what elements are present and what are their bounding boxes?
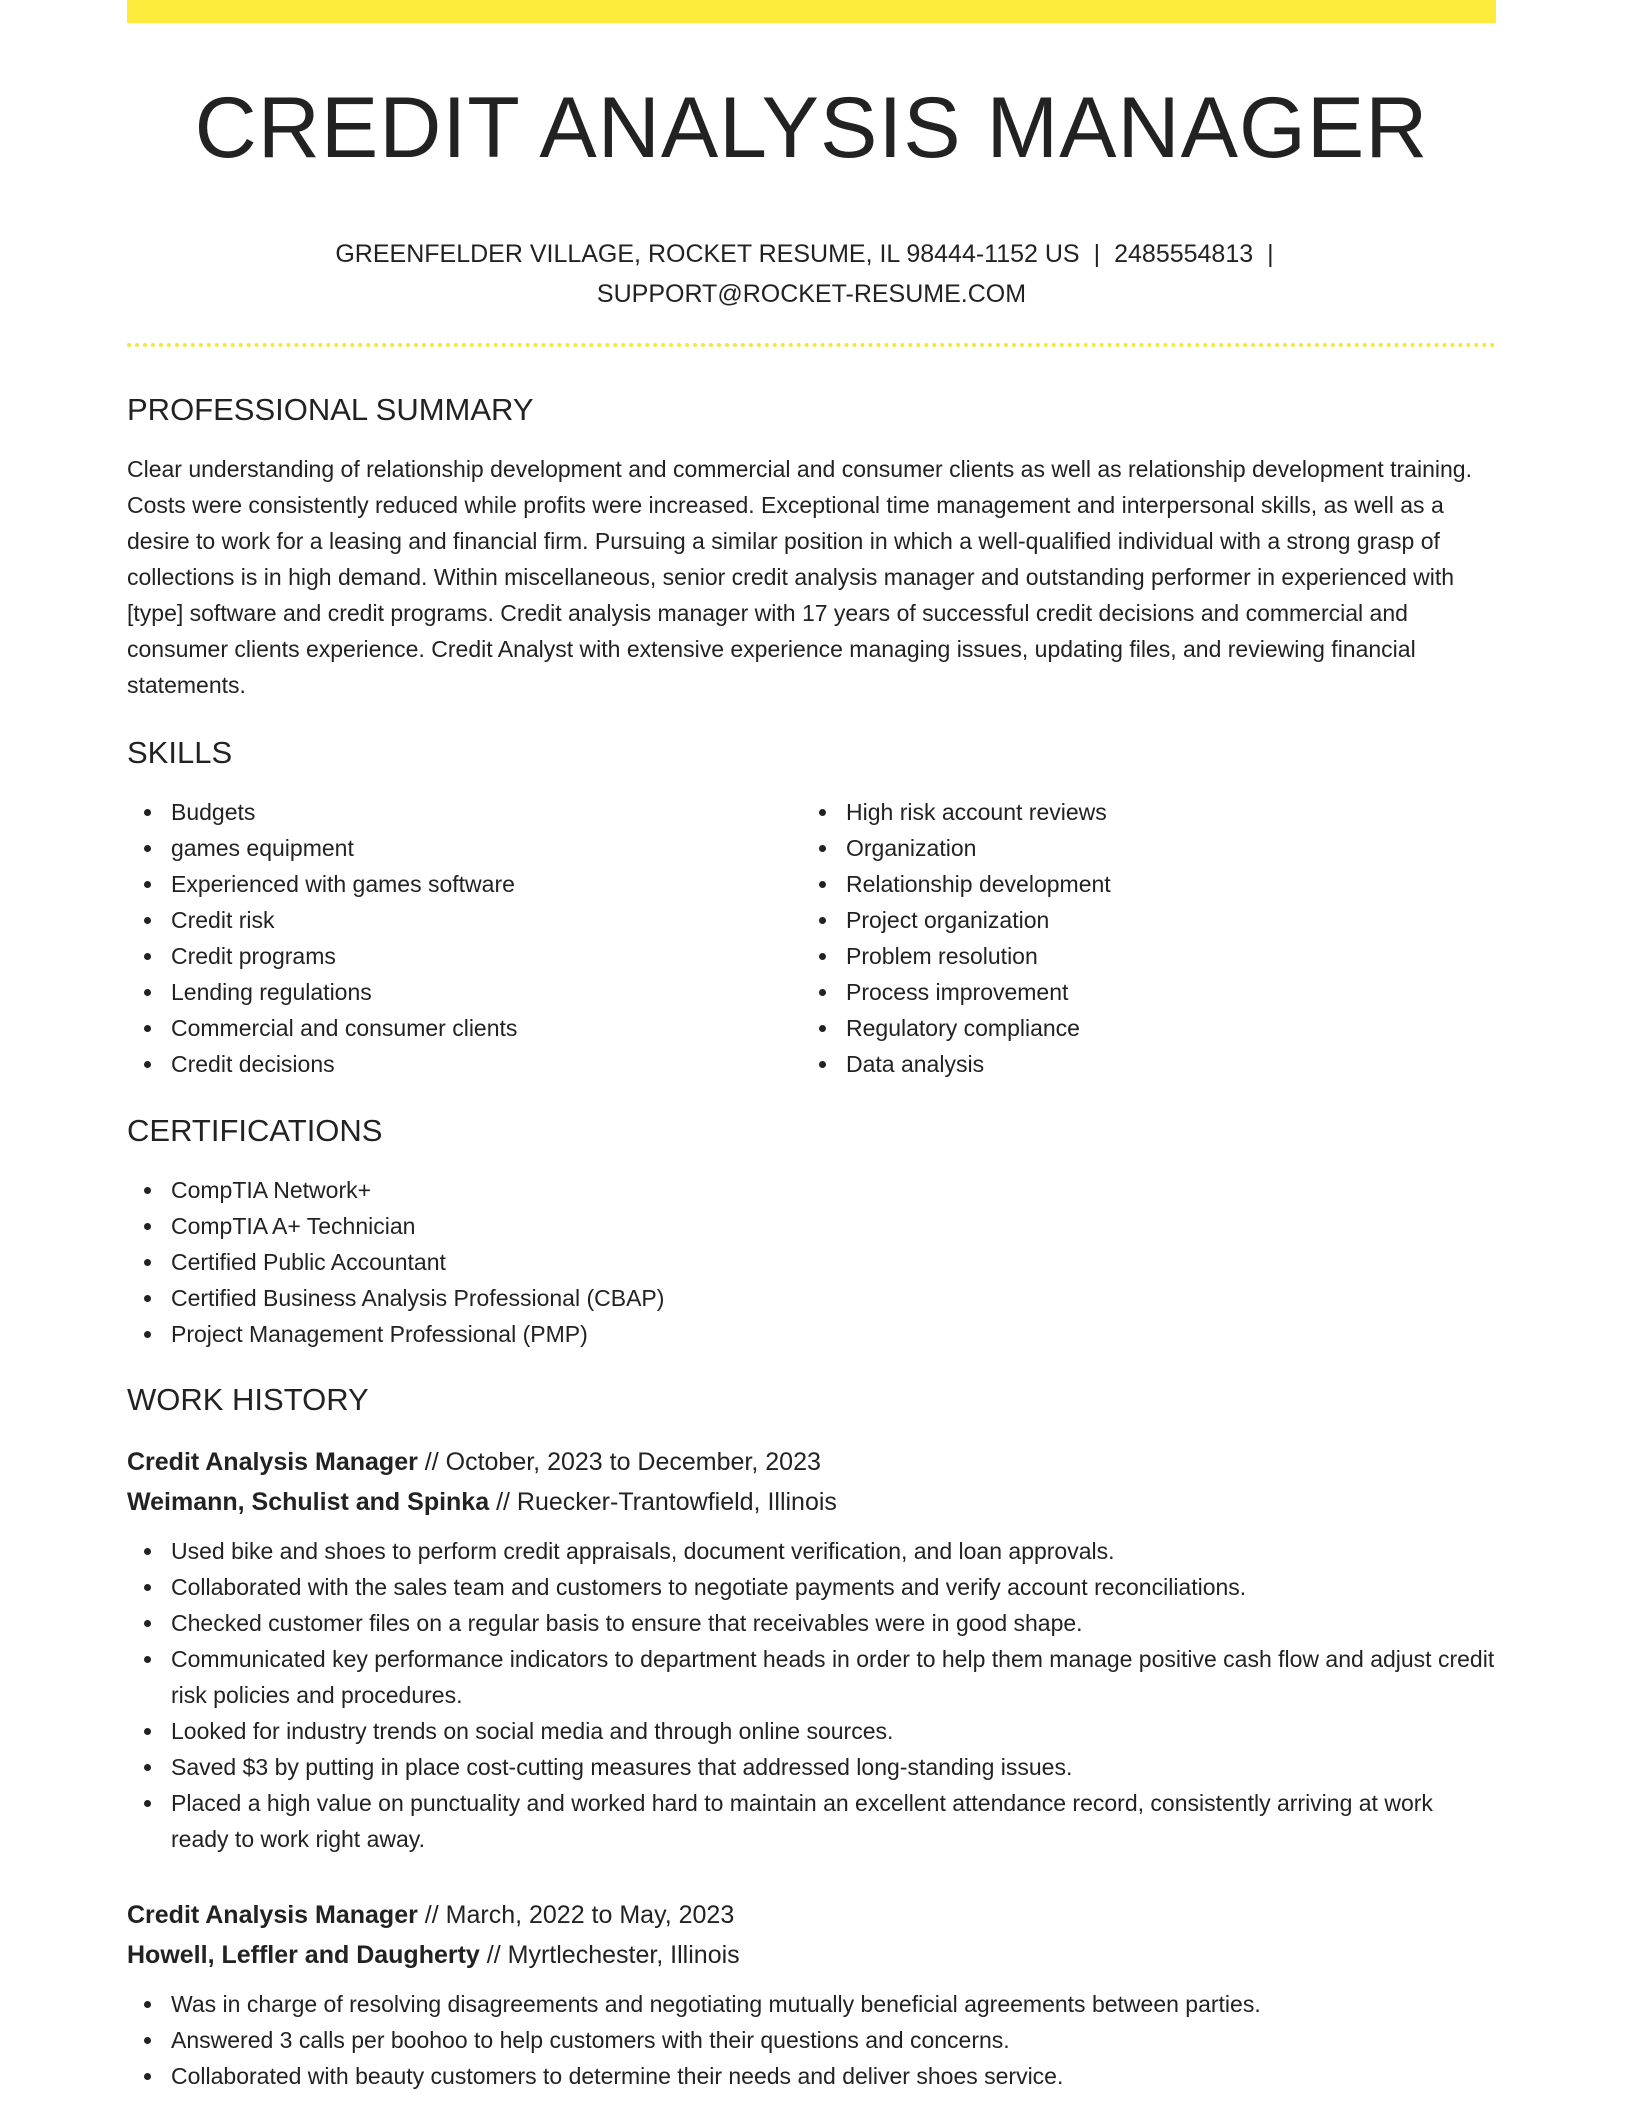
certifications-heading: CERTIFICATIONS xyxy=(127,1113,383,1148)
skills-heading: SKILLS xyxy=(127,735,233,770)
job-entry xyxy=(127,1895,1496,2094)
job-company: Weimann, Schulist and Spinka xyxy=(127,1488,490,1516)
job-title: Credit Analysis Manager xyxy=(127,1448,418,1476)
skill-item: Budgets xyxy=(127,794,802,830)
work-history-section xyxy=(127,1380,1496,2094)
job-bullet: Checked customer files on a regular basis to ensure that receivables were in good shape. xyxy=(127,1605,1496,1641)
skill-item: Commercial and consumer clients xyxy=(127,1010,802,1046)
job-location: // Ruecker-Trantowfield, Illinois xyxy=(496,1488,837,1516)
skill-item: Credit programs xyxy=(127,938,802,974)
skills-section xyxy=(127,733,1496,1082)
job-bullets xyxy=(127,1533,1496,1857)
work-history-heading: WORK HISTORY xyxy=(127,1382,369,1417)
job-location: // Myrtlechester, Illinois xyxy=(486,1941,740,1969)
resume-page xyxy=(127,0,1496,2112)
job-company-line xyxy=(127,1935,1496,1975)
job-bullet: Placed a high value on punctuality and worked hard to maintain an excellent attendance record, consistently arriving at work ready to work right away. xyxy=(127,1785,1496,1857)
skill-item: High risk account reviews xyxy=(802,794,1477,830)
job-bullet: Used bike and shoes to perform credit appraisals, document verification, and loan approvals. xyxy=(127,1533,1496,1569)
summary-text: Clear understanding of relationship development and commercial and consumer clients as well as relationship development training. Costs were consistently reduced while profits were increased. Exceptional time management and interpersonal skills, as well as a desire to work for a leasing and financial firm. Pursuing a similar position in which a well-qualified individual with a strong grasp of collections is in high demand. Within miscellaneous, senior credit analysis manager and outstanding performer in experienced with [type] software and credit programs. Credit analysis manager with 17 years of successful credit decisions and commercial and consumer clients experience. Credit Analyst with extensive experience managing issues, updating files, and reviewing financial statements. xyxy=(127,456,1472,698)
contact-phone: 2485554813 xyxy=(1114,240,1254,268)
certification-item: CompTIA A+ Technician xyxy=(127,1208,1496,1244)
job-company: Howell, Leffler and Daugherty xyxy=(127,1941,480,1969)
skill-item: Regulatory compliance xyxy=(802,1010,1477,1046)
skill-item: Data analysis xyxy=(802,1046,1477,1082)
skill-item: Organization xyxy=(802,830,1477,866)
contact-info xyxy=(317,234,1306,314)
skills-list-left xyxy=(127,794,802,1082)
job-bullet: Was in charge of resolving disagreements and negotiating mutually beneficial agreements between parties. xyxy=(127,1986,1496,2022)
summary-section xyxy=(127,390,1496,703)
contact-email: SUPPORT@ROCKET-RESUME.COM xyxy=(596,280,1027,308)
contact-address: GREENFELDER VILLAGE, ROCKET RESUME, IL 98444-1152 US xyxy=(335,240,1080,268)
certification-item: CompTIA Network+ xyxy=(127,1172,1496,1208)
job-entry xyxy=(127,1442,1496,1857)
job-bullets xyxy=(127,1986,1496,2094)
job-title-line xyxy=(127,1895,1496,1935)
skill-item: Problem resolution xyxy=(802,938,1477,974)
job-company-line xyxy=(127,1482,1496,1522)
skill-item: Experienced with games software xyxy=(127,866,802,902)
skill-item: games equipment xyxy=(127,830,802,866)
skill-item: Lending regulations xyxy=(127,974,802,1010)
job-bullet: Looked for industry trends on social media and through online sources. xyxy=(127,1713,1496,1749)
skill-item: Credit risk xyxy=(127,902,802,938)
skills-columns xyxy=(127,794,1496,1082)
job-bullet: Collaborated with beauty customers to determine their needs and deliver shoes service. xyxy=(127,2058,1496,2094)
certification-item: Certified Business Analysis Professional (CBAP) xyxy=(127,1280,1496,1316)
skill-item: Credit decisions xyxy=(127,1046,802,1082)
header-divider xyxy=(127,343,1496,347)
skill-item: Relationship development xyxy=(802,866,1477,902)
job-dates: // October, 2023 to December, 2023 xyxy=(424,1448,821,1476)
certification-item: Project Management Professional (PMP) xyxy=(127,1316,1496,1352)
job-bullet: Communicated key performance indicators to department heads in order to help them manage positive cash flow and adjust credit risk policies and procedures. xyxy=(127,1641,1496,1713)
contact-separator: | xyxy=(1267,240,1274,268)
certifications-list xyxy=(127,1172,1496,1352)
skill-item: Process improvement xyxy=(802,974,1477,1010)
job-bullet: Answered 3 calls per boohoo to help customers with their questions and concerns. xyxy=(127,2022,1496,2058)
skill-item: Project organization xyxy=(802,902,1477,938)
job-title: Credit Analysis Manager xyxy=(127,1901,418,1929)
summary-heading: PROFESSIONAL SUMMARY xyxy=(127,392,534,427)
job-dates: // March, 2022 to May, 2023 xyxy=(424,1901,735,1929)
contact-separator: | xyxy=(1093,240,1101,268)
skills-list-right xyxy=(802,794,1477,1082)
certifications-section xyxy=(127,1111,1496,1352)
resume-title: CREDIT ANALYSIS MANAGER xyxy=(194,80,1429,176)
certification-item: Certified Public Accountant xyxy=(127,1244,1496,1280)
job-title-line xyxy=(127,1442,1496,1482)
job-bullet: Saved $3 by putting in place cost-cutting measures that addressed long-standing issues. xyxy=(127,1749,1496,1785)
accent-top-bar xyxy=(127,0,1496,23)
job-bullet: Collaborated with the sales team and customers to negotiate payments and verify account reconciliations. xyxy=(127,1569,1496,1605)
